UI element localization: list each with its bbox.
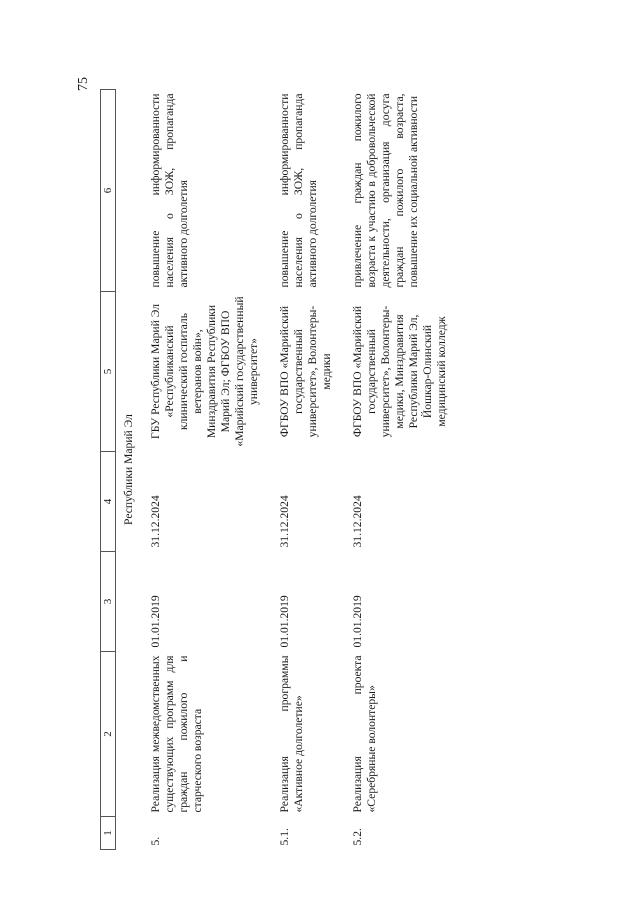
end-date-cell: 31.12.2024 [278, 495, 291, 548]
start-date-cell: 01.01.2019 [278, 595, 291, 648]
region-row [116, 90, 145, 850]
header-col-1: 1 [101, 817, 116, 850]
executors-cell: ГБУ Республики Марий Эл «Республиканский клинический госпиталь ветеранов войн», Минздравития Республики Марий Эл; ФГБОУ ВПО «Марийский государственный университет» [149, 296, 260, 447]
header-col-5: 5 [101, 292, 116, 452]
result-cell: привлечение граждан пожилого возраста к участию в добровольческой деятельности, организация досуга граждан пожилого возраста, повышение их социальной активности [351, 93, 420, 288]
start-date-cell: 01.01.2019 [351, 595, 364, 648]
row-number: 5.2. [351, 828, 364, 846]
end-date-cell: 31.12.2024 [351, 495, 364, 548]
header-col-6: 6 [101, 90, 116, 292]
result-cell: повышение информированности населения о ЗОЖ, пропаганда активного долголетия [149, 93, 190, 288]
table-row [144, 90, 273, 850]
region-heading: Республики Марий Эл [122, 414, 135, 525]
executors-cell: ФГБОУ ВПО «Марийский государственный университет», Волонтеры-медики [278, 305, 333, 438]
measures-table [100, 89, 461, 850]
row-number: 5. [149, 836, 162, 846]
header-col-4: 4 [101, 452, 116, 552]
row-number: 5.1. [278, 828, 291, 846]
result-cell: повышение информированности населения о ЗОЖ, пропаганда активного долголетия [278, 93, 319, 288]
start-date-cell: 01.01.2019 [149, 595, 162, 648]
header-col-2: 2 [101, 652, 116, 817]
table-header-row [101, 90, 116, 850]
measure-cell: Реализация проекта «Серебряные волонтеры» [351, 655, 378, 813]
rotated-page-content [100, 90, 600, 850]
end-date-cell: 31.12.2024 [149, 495, 162, 548]
measure-cell: Реализация межведомственных существующих программ для граждан пожилого и старческого возраста [149, 655, 204, 813]
executors-cell: ФГБОУ ВПО «Марийский государственный университет», Волонтеры-медики, Минздравития Республики Марий Эл, Йошкар-Олинский медицинский колледж [351, 305, 448, 438]
header-col-3: 3 [101, 552, 116, 652]
table-row [346, 90, 461, 850]
measure-cell: Реализация программы «Активное долголетие» [278, 655, 305, 813]
page-number: 75 [76, 77, 91, 91]
table-row [273, 90, 346, 850]
